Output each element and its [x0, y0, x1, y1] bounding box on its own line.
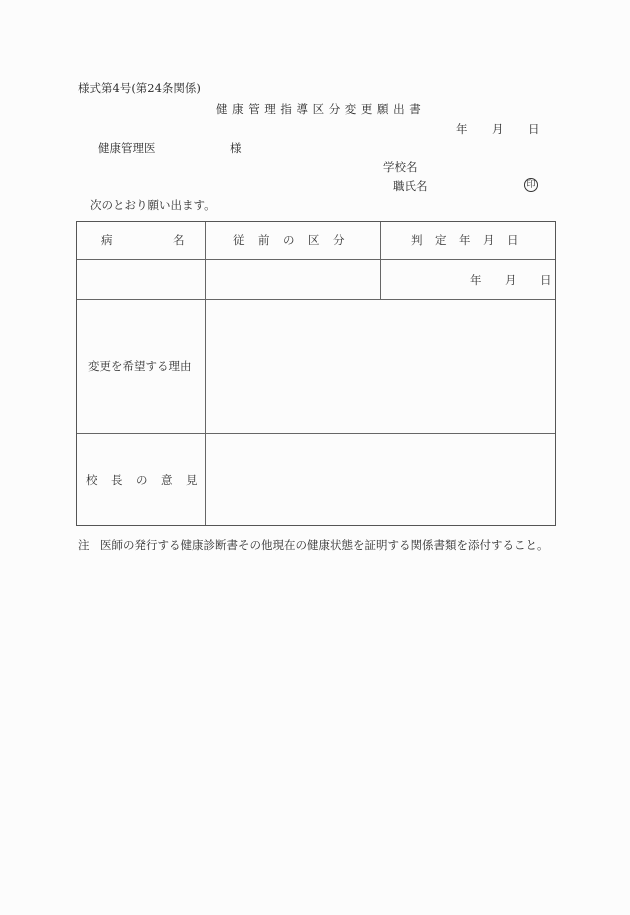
staff-name-label: 職氏名: [393, 179, 428, 193]
header-disease-name-2: 名: [173, 233, 185, 247]
reason-field[interactable]: [211, 306, 549, 426]
disease-name-field[interactable]: [81, 266, 201, 294]
school-name-label: 学校名: [383, 160, 418, 174]
previous-category-field[interactable]: [211, 266, 376, 294]
judgment-date-year[interactable]: 年: [470, 273, 482, 287]
judgment-date-month[interactable]: 月: [505, 273, 517, 287]
honorific: 様: [230, 141, 242, 155]
judgment-date-day[interactable]: 日: [540, 273, 552, 287]
seal-icon: 印: [524, 178, 538, 192]
addressee: 健康管理医: [98, 141, 156, 155]
form-number: 様式第4号(第24条関係): [78, 81, 201, 95]
row-divider: [77, 433, 555, 434]
header-judgment-date: 判 定 年 月 日: [411, 233, 519, 247]
principal-opinion-field[interactable]: [211, 440, 549, 520]
col-divider: [205, 222, 206, 525]
col-divider: [380, 222, 381, 300]
date-month: 月: [492, 122, 504, 136]
header-disease-name-1: 病: [101, 233, 113, 247]
note-text: 医師の発行する健康診断書その他現在の健康状態を証明する関係書類を添付すること。: [100, 538, 549, 552]
date-day: 日: [528, 122, 540, 136]
reason-label: 変更を希望する理由: [88, 359, 192, 373]
row-divider: [77, 299, 555, 300]
principal-opinion-label: 校 長 の 意 見: [86, 473, 199, 487]
note-label: 注: [78, 538, 90, 552]
document-title: 健康管理指導区分変更願出書: [216, 102, 426, 116]
header-previous-category: 従 前 の 区 分: [233, 233, 346, 247]
request-table: [76, 221, 556, 526]
row-divider: [77, 259, 555, 260]
intro-text: 次のとおり願い出ます。: [90, 198, 216, 212]
date-year: 年: [456, 122, 468, 136]
